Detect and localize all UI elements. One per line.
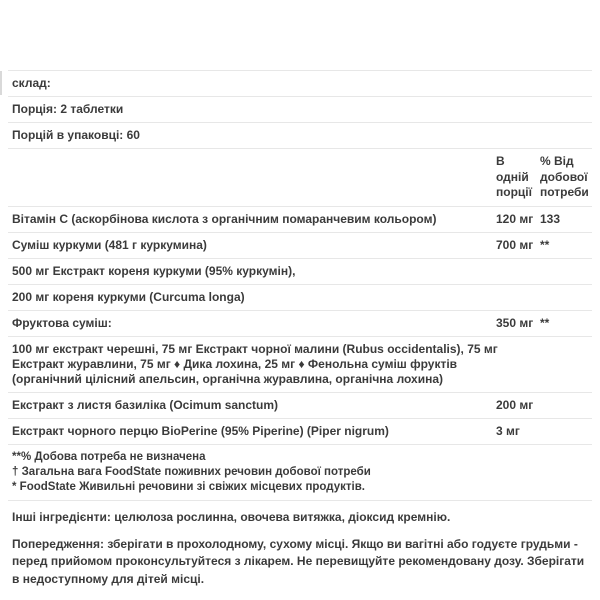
- nutrient-name: Суміш куркуми (481 г куркумина): [12, 237, 207, 252]
- nutrient-name: Екстракт чорного перцю BioPerine (95% Piperine) (Piper nigrum): [12, 423, 389, 438]
- nutrient-row: [8, 311, 592, 337]
- nutrient-subrow: [8, 285, 592, 311]
- nutrient-name: 200 мг кореня куркуми (Curcuma longa): [12, 289, 245, 304]
- footnote-line: † Загальна вага FoodState поживних речовин добової потреби: [12, 465, 371, 478]
- header-amount-label: В одній порції: [496, 154, 532, 200]
- nutrient-subrow: [8, 337, 592, 393]
- nutrient-name: Екстракт з листя базиліка (Ocimum sanctum): [12, 397, 279, 412]
- nutrient-percent: **: [540, 315, 550, 330]
- nutrient-row: [8, 233, 592, 259]
- nutrient-amount: 700 мг: [496, 237, 534, 252]
- nutrient-amount: 200 мг: [496, 397, 534, 412]
- additional-info-section: [8, 501, 592, 589]
- nutrient-amount: 3 мг: [496, 423, 520, 438]
- info-row: Порцій в упаковці: 60: [8, 123, 592, 149]
- footnote-line: * FoodState Живильні речовини зі свіжих місцевих продуктів.: [12, 480, 365, 493]
- nutrient-percent: 133: [540, 211, 561, 226]
- nutrient-row: [8, 207, 592, 233]
- nutrient-name: 500 мг Екстракт кореня куркуми (95% куркумін),: [12, 263, 296, 278]
- info-row: склад:: [8, 71, 592, 97]
- warning-text: Попередження: зберігати в прохолодному, сухому місці. Якщо ви вагітні або годуєте грудьми - перед прийомом проконсультуйтеся з лікарем. Не перевищуйте рекомендовану дозу. Зберігати в недоступному для дітей місці.: [12, 536, 585, 586]
- table-left-border-fragment: [0, 71, 2, 95]
- footnote-line: **% Добова потреба не визначена: [12, 450, 206, 463]
- nutrient-amount: 350 мг: [496, 315, 534, 330]
- table-header-row: [8, 149, 592, 207]
- nutrient-row: [8, 393, 592, 419]
- nutrient-subrow: [8, 259, 592, 285]
- nutrient-name: Фруктова суміш:: [12, 315, 112, 330]
- info-row: Порція: 2 таблетки: [8, 97, 592, 123]
- nutrient-percent: **: [540, 237, 550, 252]
- footnotes-row: [8, 445, 592, 501]
- header-percent-label: % Від добової потреби: [540, 154, 589, 200]
- nutrient-amount: 120 мг: [496, 211, 534, 226]
- other-ingredients-text: Інші інгредієнти: целюлоза рослинна, овочева витяжка, діоксид кремнію.: [12, 509, 451, 524]
- composition-table: [8, 70, 592, 501]
- nutrient-row: [8, 419, 592, 445]
- nutrient-name: 100 мг екстракт черешні, 75 мг Екстракт чорної малини (Rubus occidentalis), 75 мг Екстракт журавлини, 75 мг ♦ Дика лохина, 25 мг ♦ Фенольна суміш фруктів (органічний цілісний апельсин, органічна журавлина, органічна лохина): [12, 341, 498, 386]
- nutrient-name: Вітамін C (аскорбінова кислота з органічним помаранчевим кольором): [12, 211, 437, 226]
